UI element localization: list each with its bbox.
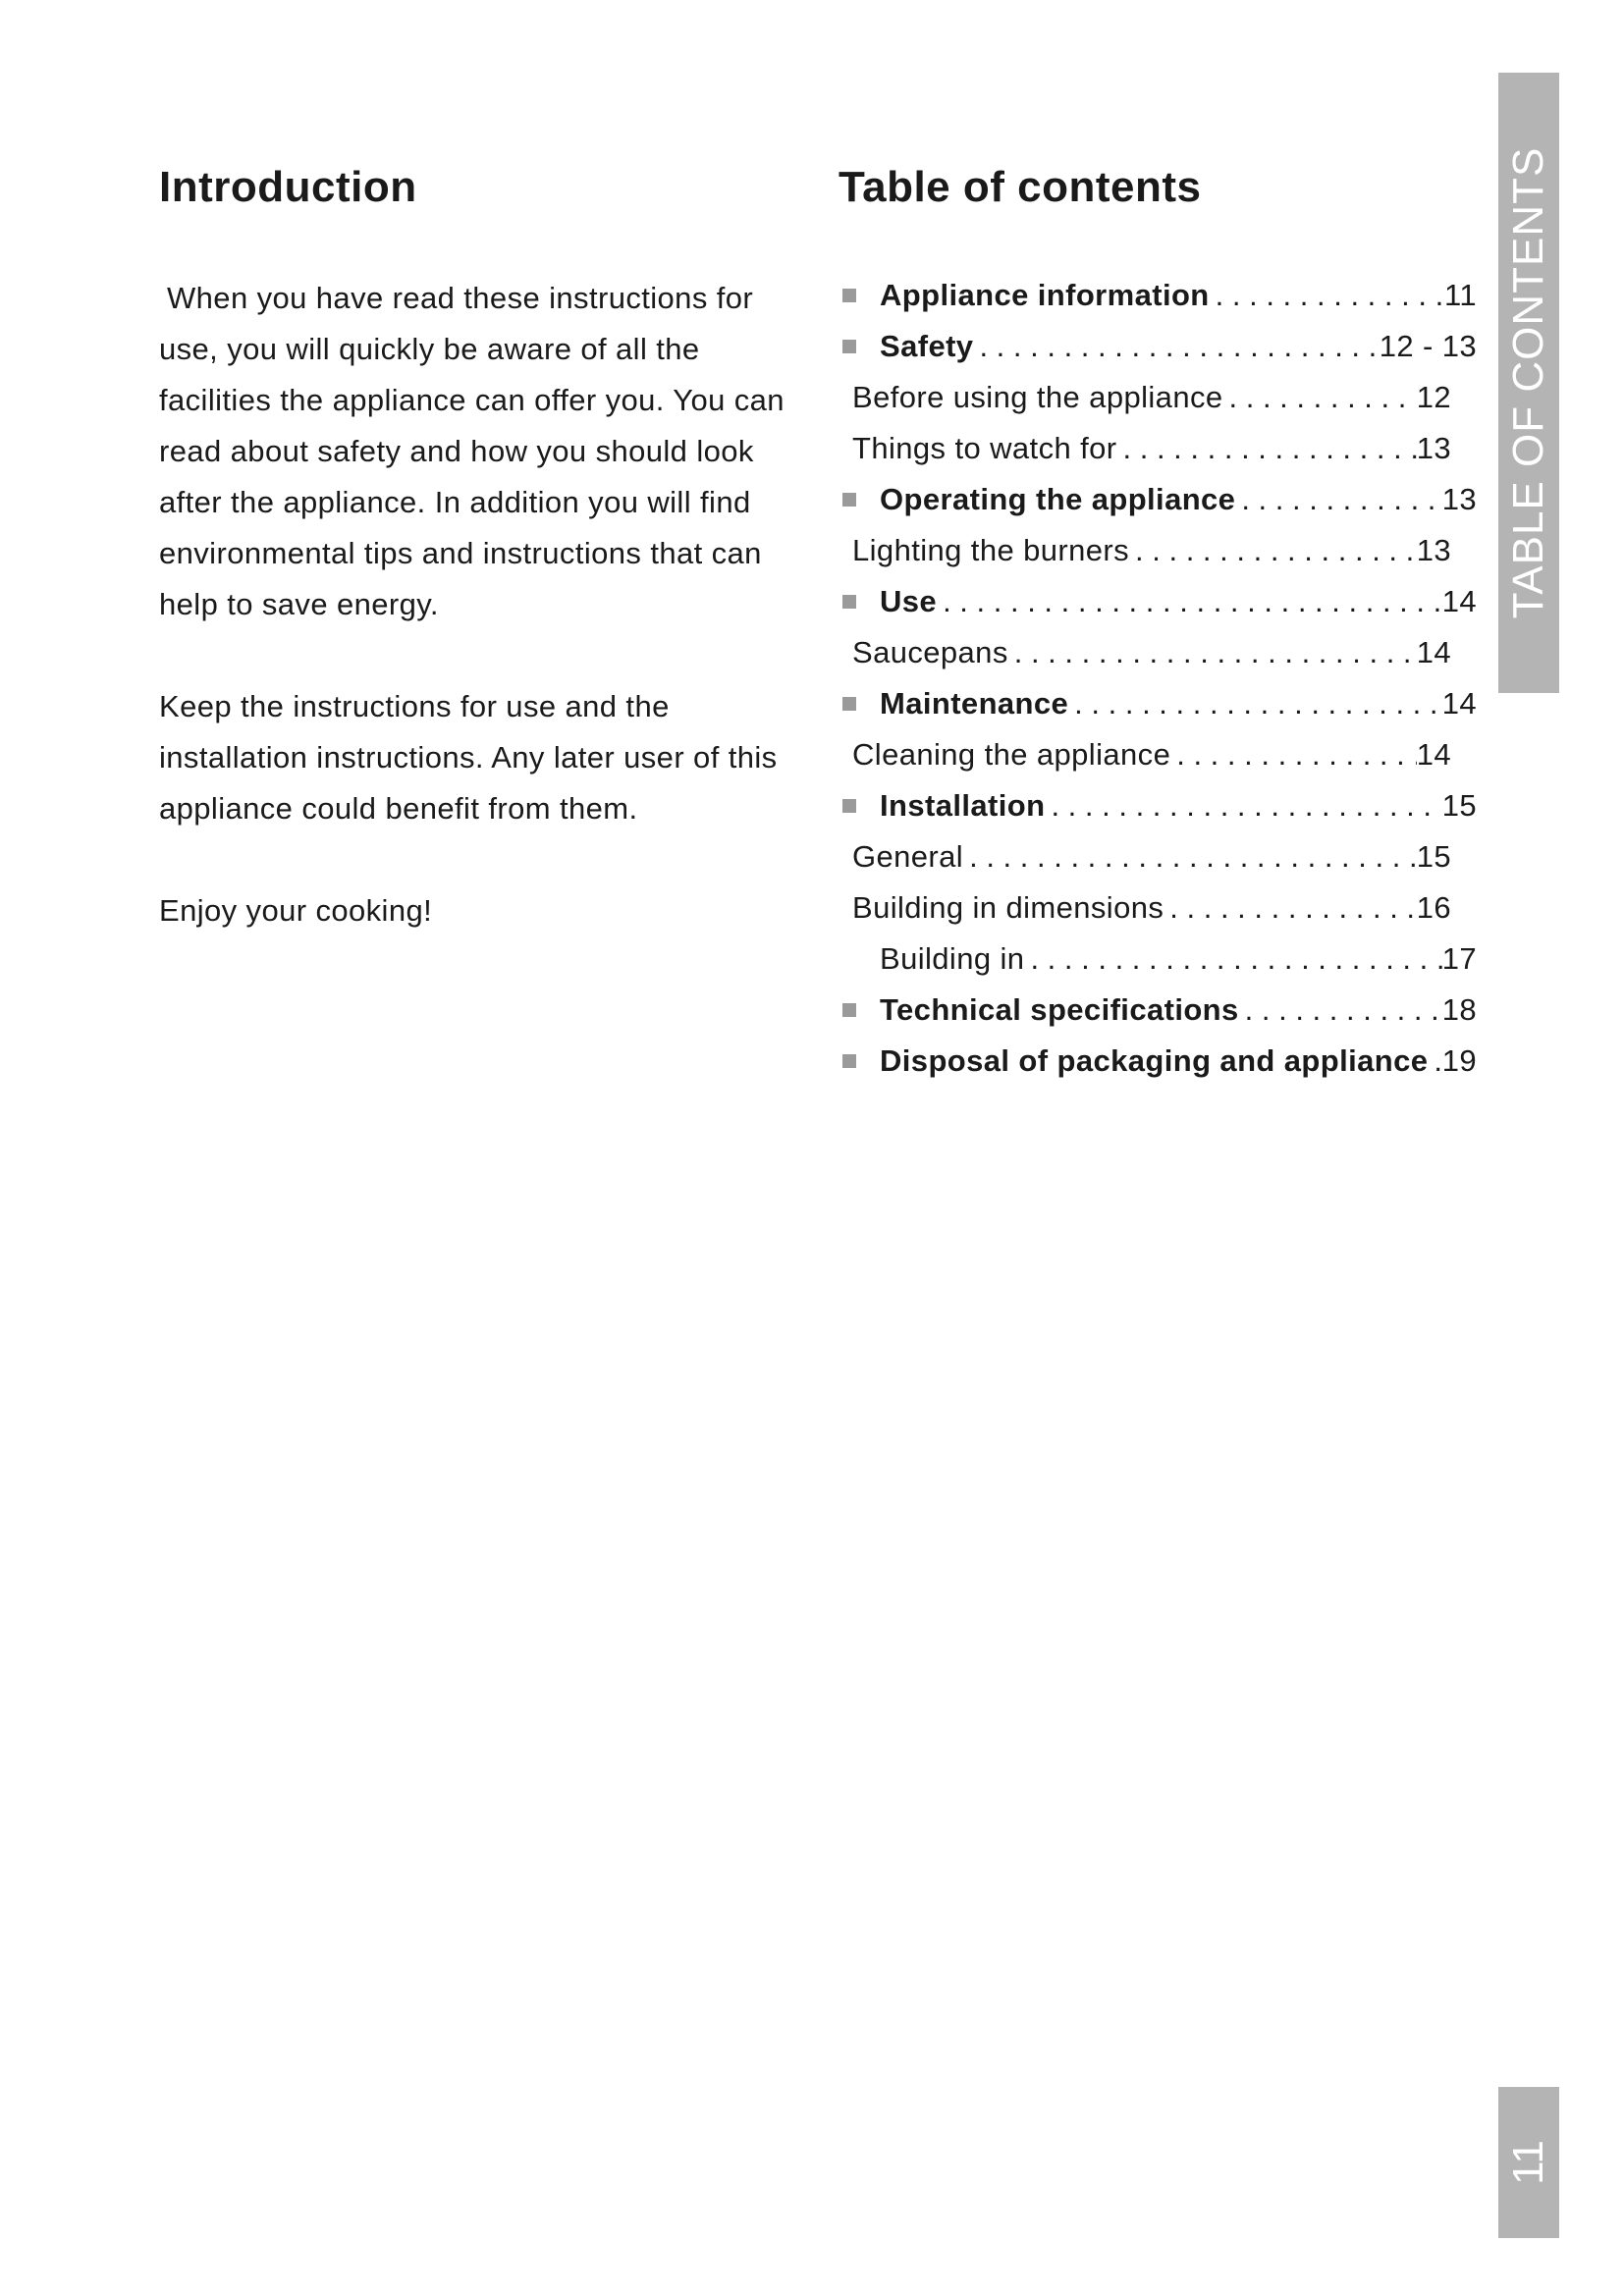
- toc-entry-label: Lighting the burners: [852, 533, 1130, 567]
- toc-entry-maintenance[interactable]: [839, 678, 1477, 729]
- toc-entry-use[interactable]: [839, 576, 1477, 627]
- toc-entry-operating[interactable]: [839, 474, 1477, 525]
- square-bullet-icon: [842, 1054, 856, 1068]
- toc-entry-label: Building in: [880, 941, 1025, 976]
- toc-entry-page: 11: [1444, 278, 1477, 312]
- toc-entry-label: Before using the appliance: [852, 380, 1223, 414]
- introduction-paragraph-3: Enjoy your cooking!: [159, 893, 433, 928]
- toc-entry-things-to-watch[interactable]: [839, 423, 1477, 474]
- toc-entry-label: Disposal of packaging and appliance: [880, 1043, 1429, 1078]
- dot-leader: [1210, 278, 1444, 313]
- introduction-paragraph-2: Keep the instructions for use and the installation instructions. Any later user of this appliance could benefit from them.: [159, 689, 778, 826]
- dot-leader: [1045, 788, 1441, 824]
- toc-entry-saucepans[interactable]: [839, 627, 1477, 678]
- toc-heading: Table of contents: [839, 163, 1202, 211]
- dot-leader: [1428, 1043, 1441, 1079]
- toc-entry-page: 14: [1416, 737, 1451, 772]
- dot-leader: [1117, 431, 1417, 466]
- dot-leader: [1164, 890, 1416, 926]
- toc-entry-label: Cleaning the appliance: [852, 737, 1171, 772]
- dot-leader: [963, 839, 1417, 875]
- toc-entry-page: 18: [1441, 992, 1477, 1027]
- toc-entry-building-in[interactable]: [839, 934, 1477, 985]
- dot-leader: [1235, 482, 1441, 517]
- toc-entry-page: 15: [1416, 839, 1451, 874]
- toc-entry-page: 15: [1441, 788, 1477, 823]
- table-of-contents: [839, 270, 1477, 1087]
- toc-entry-page: 13: [1441, 482, 1477, 516]
- toc-entry-page: 14: [1416, 635, 1451, 669]
- square-bullet-icon: [842, 697, 856, 711]
- toc-entry-label: General: [852, 839, 964, 874]
- dot-leader: [1068, 686, 1442, 721]
- toc-entry-cleaning[interactable]: [839, 729, 1477, 780]
- introduction-body: [159, 273, 787, 936]
- introduction-paragraph-1: When you have read these instructions for use, you will quickly be aware of all the facilities the appliance can offer you. You can read about safety and how you should look after the appliance. In addition you will find environmental tips and instructions that can help to save energy.: [159, 281, 785, 621]
- toc-entry-lighting-burners[interactable]: [839, 525, 1477, 576]
- dot-leader: [1129, 533, 1417, 568]
- square-bullet-icon: [842, 1003, 856, 1017]
- page-number: 11: [1504, 2140, 1552, 2185]
- section-side-tab-label: TABLE OF CONTENTS: [1504, 146, 1552, 619]
- toc-entry-label: Installation: [880, 788, 1046, 823]
- section-side-tab: [1498, 73, 1559, 693]
- toc-entry-before-using[interactable]: [839, 372, 1477, 423]
- toc-entry-installation[interactable]: [839, 780, 1477, 831]
- dot-leader: [1024, 941, 1441, 977]
- toc-entry-building-in-dimensions[interactable]: [839, 882, 1477, 934]
- toc-entry-label: Saucepans: [852, 635, 1008, 669]
- toc-entry-general[interactable]: [839, 831, 1477, 882]
- toc-entry-disposal[interactable]: [839, 1036, 1477, 1087]
- toc-entry-label: Building in dimensions: [852, 890, 1164, 925]
- dot-leader: [1008, 635, 1417, 670]
- square-bullet-icon: [842, 595, 856, 609]
- square-bullet-icon: [842, 340, 856, 353]
- toc-entry-page: 19: [1441, 1043, 1477, 1078]
- toc-entry-page: 14: [1441, 584, 1477, 618]
- dot-leader: [1223, 380, 1417, 415]
- toc-entry-page: 14: [1441, 686, 1477, 721]
- dot-leader: [973, 329, 1379, 364]
- square-bullet-icon: [842, 289, 856, 302]
- dot-leader: [937, 584, 1442, 619]
- square-bullet-icon: [842, 799, 856, 813]
- toc-entry-label: Things to watch for: [852, 431, 1117, 465]
- toc-entry-appliance-information[interactable]: [839, 270, 1477, 321]
- dot-leader: [1239, 992, 1442, 1028]
- square-bullet-icon: [842, 493, 856, 507]
- toc-entry-page: 16: [1416, 890, 1451, 925]
- toc-entry-label: Maintenance: [880, 686, 1069, 721]
- toc-entry-label: Technical specifications: [880, 992, 1239, 1027]
- introduction-heading: Introduction: [159, 163, 417, 211]
- toc-entry-label: Safety: [880, 329, 974, 363]
- toc-entry-label: Operating the appliance: [880, 482, 1236, 516]
- toc-entry-label: Appliance information: [880, 278, 1210, 312]
- toc-entry-label: Use: [880, 584, 938, 618]
- toc-entry-page: 12: [1416, 380, 1451, 414]
- toc-entry-page: 13: [1416, 431, 1451, 465]
- toc-entry-technical-specifications[interactable]: [839, 985, 1477, 1036]
- toc-entry-page: 12 - 13: [1379, 329, 1477, 363]
- toc-entry-safety[interactable]: [839, 321, 1477, 372]
- toc-entry-page: 13: [1416, 533, 1451, 567]
- toc-entry-page: 17: [1441, 941, 1477, 976]
- page-number-tab: [1498, 2087, 1559, 2238]
- dot-leader: [1170, 737, 1416, 773]
